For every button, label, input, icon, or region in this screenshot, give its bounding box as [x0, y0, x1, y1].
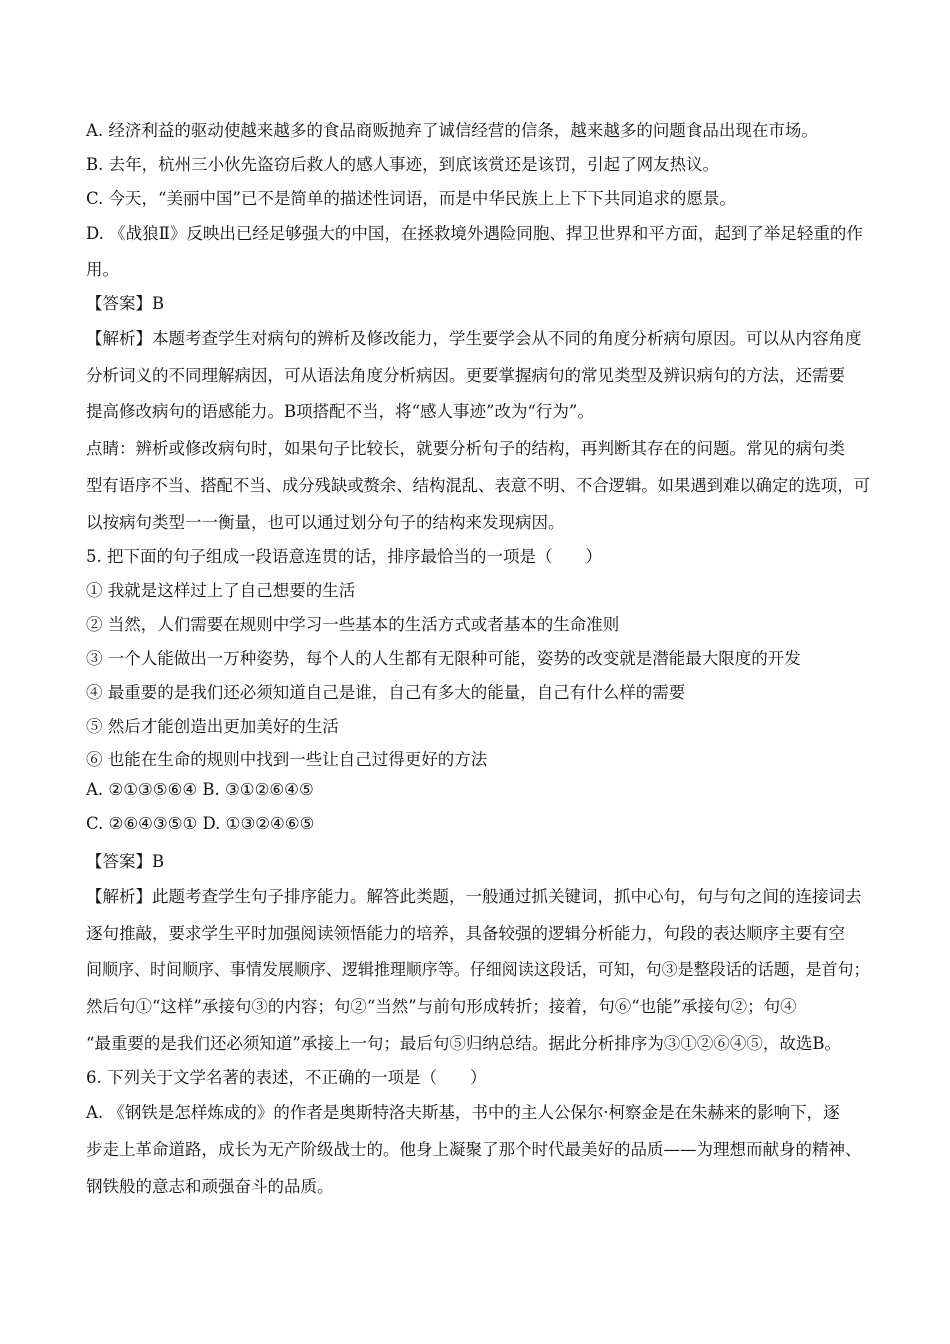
q5-sentence: ③ 一个人能做出一万种姿势，每个人的人生都有无限种可能，姿势的改变就是潜能最大限度的开发: [86, 649, 801, 668]
q5-sentence: ⑤ 然后才能创造出更加美好的生活: [86, 717, 339, 736]
q5-analysis-line: 逐句推敲，要求学生平时加强阅读领悟能力的培养，具备较强的逻辑分析能力，句段的表达顺序主要有空: [86, 924, 845, 943]
q4-option-d: D. 《战狼Ⅱ》反映出已经足够强大的中国，在拯救境外遇险同胞、捍卫世界和平方面，起到了举足轻重的作: [86, 224, 863, 243]
q4-answer: 【答案】B: [86, 294, 165, 313]
q5-stem: 5. 把下面的句子组成一段语意连贯的话，排序最恰当的一项是（ ）: [86, 547, 602, 566]
q5-options-row: C. ②⑥④③⑤① D. ①③②④⑥⑤: [86, 814, 315, 833]
q5-analysis-line: 间顺序、时间顺序、事情发展顺序、逻辑推理顺序等。仔细阅读这段话，可知，句③是整段话的话题，是首句；: [86, 960, 870, 979]
q6-stem: 6. 下列关于文学名著的表述，不正确的一项是（ ）: [86, 1068, 487, 1087]
q5-analysis-line: 【解析】此题考查学生句子排序能力。解答此类题，一般通过抓关键词，抓中心句，句与句之间的连接词去: [86, 887, 862, 906]
q4-option-b: B. 去年，杭州三小伙先盗窃后救人的感人事迹，到底该赏还是该罚，引起了网友热议。: [86, 155, 720, 174]
q5-sentence: ④ 最重要的是我们还必须知道自己是谁，自己有多大的能量，自己有什么样的需要: [86, 683, 686, 702]
q5-sentence: ② 当然，人们需要在规则中学习一些基本的生活方式或者基本的生命准则: [86, 615, 620, 634]
q5-answer: 【答案】B: [86, 852, 165, 871]
q6-option-a-line: 步走上革命道路，成长为无产阶级战士的。他身上凝聚了那个时代最美好的品质——为理想而献身的精神、: [86, 1140, 862, 1159]
q5-analysis-line: “最重要的是我们还必须知道”承接上一句；最后句⑤归纳总结。据此分析排序为③①②⑥④⑤，故选B。: [86, 1034, 841, 1053]
q4-option-c: C. 今天，“美丽中国”已不是简单的描述性词语，而是中华民族上上下下共同追求的愿景。: [86, 189, 736, 208]
q4-analysis-line: 【解析】本题考查学生对病句的辨析及修改能力，学生要学会从不同的角度分析病句原因。可以从内容角度: [86, 329, 862, 348]
q4-option-d-continued: 用。: [86, 260, 119, 279]
q5-options-row: A. ②①③⑤⑥④ B. ③①②⑥④⑤: [86, 780, 314, 799]
q4-analysis-line: 以按病句类型一一衡量，也可以通过划分句子的结构来发现病因。: [86, 513, 565, 532]
q4-analysis-line: 提高修改病句的语感能力。B项搭配不当，将“感人事迹”改为“行为”。: [86, 402, 594, 421]
q6-option-a-line: A. 《钢铁是怎样炼成的》的作者是奥斯特洛夫斯基，书中的主人公保尔·柯察金是在朱赫来的影响下，逐: [86, 1103, 840, 1122]
q5-analysis-line: 然后句①“这样”承接句③的内容；句②“当然”与前句形成转折；接着，句⑥“也能”承接句②；句④: [86, 997, 797, 1016]
q4-analysis-line: 点睛：辨析或修改病句时，如果句子比较长，就要分析句子的结构，再判断其存在的问题。常见的病句类: [86, 439, 845, 458]
q4-option-a: A. 经济利益的驱动使越来越多的食品商贩抛弃了诚信经营的信条，越来越多的问题食品出现在市场。: [86, 121, 818, 140]
q4-analysis-line: 型有语序不当、搭配不当、成分残缺或赘余、结构混乱、表意不明、不合逻辑。如果遇到难以确定的选项，可: [86, 476, 871, 495]
q5-sentence: ⑥ 也能在生命的规则中找到一些让自己过得更好的方法: [86, 750, 488, 769]
q6-option-a-line: 钢铁般的意志和顽强奋斗的品质。: [86, 1177, 334, 1196]
q5-sentence: ① 我就是这样过上了自己想要的生活: [86, 581, 356, 600]
q4-analysis-line: 分析词义的不同理解病因，可从语法角度分析病因。更要掌握病句的常见类型及辨识病句的方法，还需要: [86, 366, 845, 385]
